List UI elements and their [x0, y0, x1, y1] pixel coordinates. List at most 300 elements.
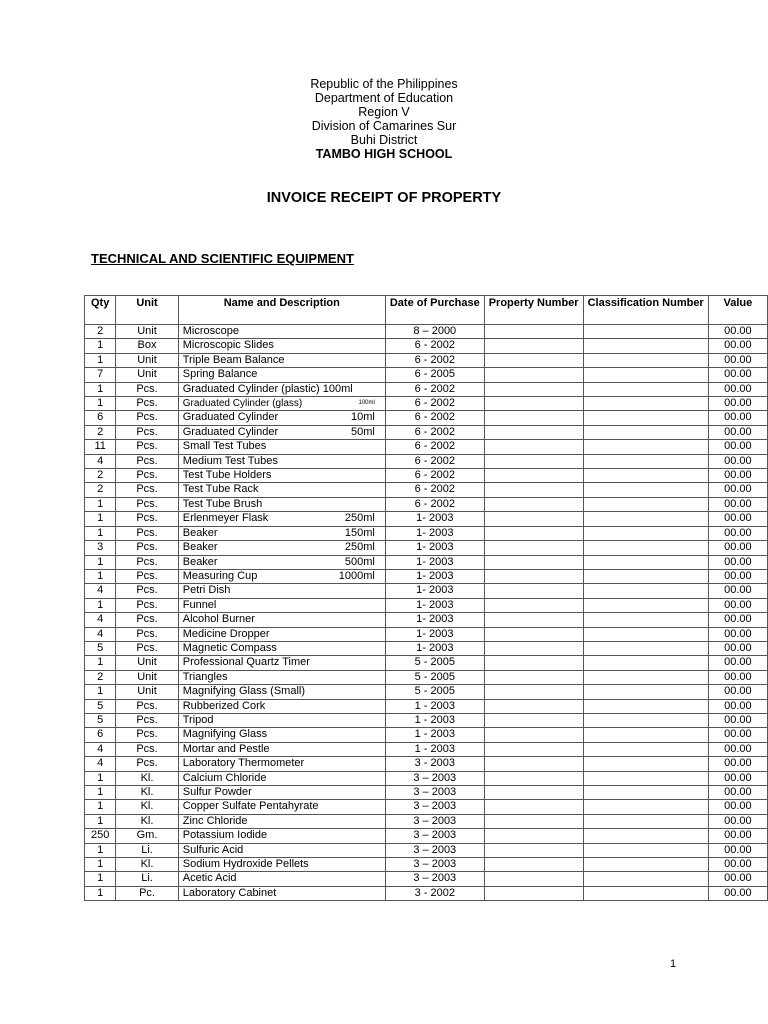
qty-cell: 1: [85, 685, 116, 699]
table-row: [85, 742, 768, 756]
classification-number-cell: [583, 512, 708, 526]
qty-cell: 1: [85, 858, 116, 872]
header-line: Department of Education: [314, 91, 454, 105]
qty-cell: 4: [85, 627, 116, 641]
qty-cell: 2: [85, 425, 116, 439]
item-name: Medium Test Tubes: [182, 454, 278, 467]
property-number-cell: [484, 353, 583, 367]
table-row: [85, 368, 768, 382]
unit-cell: Pcs.: [116, 440, 178, 454]
table-row: [85, 555, 768, 569]
property-number-cell: [484, 368, 583, 382]
unit-cell: Pcs.: [116, 699, 178, 713]
property-number-cell: [484, 397, 583, 411]
property-number-cell: [484, 411, 583, 425]
unit-cell: Kl.: [116, 858, 178, 872]
unit-cell: Unit: [116, 325, 178, 339]
item-size: 10ml: [351, 411, 375, 424]
date-cell: 6 - 2002: [385, 339, 484, 353]
classification-number-cell: [583, 858, 708, 872]
item-name: Alcohol Burner: [182, 613, 255, 626]
classification-number-cell: [583, 497, 708, 511]
classification-number-cell: [583, 656, 708, 670]
name-cell: [178, 454, 385, 468]
table-row: [85, 483, 768, 497]
header-name: Name and Description: [178, 296, 385, 325]
date-cell: 6 - 2002: [385, 454, 484, 468]
date-cell: 5 - 2005: [385, 670, 484, 684]
name-cell: [178, 656, 385, 670]
unit-cell: Pcs.: [116, 728, 178, 742]
date-cell: 1 - 2003: [385, 699, 484, 713]
value-cell: 00.00: [708, 569, 767, 583]
classification-number-cell: [583, 800, 708, 814]
name-cell: [178, 872, 385, 886]
value-cell: 00.00: [708, 886, 767, 900]
qty-cell: 1: [85, 397, 116, 411]
unit-cell: Pcs.: [116, 541, 178, 555]
date-cell: 1- 2003: [385, 613, 484, 627]
school-name: TAMBO HIGH SCHOOL: [315, 147, 453, 161]
qty-cell: 250: [85, 829, 116, 843]
name-cell: [178, 497, 385, 511]
name-cell: [178, 713, 385, 727]
name-cell: [178, 425, 385, 439]
unit-cell: Pcs.: [116, 569, 178, 583]
date-cell: 1- 2003: [385, 541, 484, 555]
name-cell: [178, 483, 385, 497]
classification-number-cell: [583, 598, 708, 612]
date-cell: 6 - 2002: [385, 497, 484, 511]
item-size: 500ml: [344, 555, 375, 568]
item-name: Potassium Iodide: [182, 829, 268, 842]
unit-cell: Pcs.: [116, 627, 178, 641]
classification-number-cell: [583, 786, 708, 800]
classification-number-cell: [583, 440, 708, 454]
date-cell: 3 – 2003: [385, 843, 484, 857]
item-name: Professional Quartz Timer: [182, 656, 310, 669]
value-cell: 00.00: [708, 786, 767, 800]
table-row: [85, 814, 768, 828]
item-name: Sulfur Powder: [182, 786, 252, 798]
table-row: [85, 685, 768, 699]
section-title: TECHNICAL AND SCIENTIFIC EQUIPMENT: [91, 251, 354, 266]
item-name: Beaker: [182, 541, 218, 554]
header-line: Division of Camarines Sur: [311, 119, 457, 133]
item-name: Spring Balance: [182, 368, 258, 381]
property-number-cell: [484, 670, 583, 684]
unit-cell: Pcs.: [116, 411, 178, 425]
unit-cell: Pcs.: [116, 483, 178, 497]
unit-cell: Li.: [116, 843, 178, 857]
date-cell: 3 – 2003: [385, 829, 484, 843]
qty-cell: 1: [85, 886, 116, 900]
name-cell: [178, 814, 385, 828]
table-row: [85, 699, 768, 713]
item-name: Sodium Hydroxide Pellets: [182, 858, 309, 871]
name-cell: [178, 728, 385, 742]
name-cell: [178, 742, 385, 756]
property-number-cell: [484, 555, 583, 569]
value-cell: 00.00: [708, 598, 767, 612]
classification-number-cell: [583, 425, 708, 439]
value-cell: 00.00: [708, 454, 767, 468]
qty-cell: 6: [85, 728, 116, 742]
value-cell: 00.00: [708, 483, 767, 497]
value-cell: 00.00: [708, 526, 767, 540]
property-number-cell: [484, 685, 583, 699]
item-size: 50ml: [351, 425, 375, 438]
value-cell: 00.00: [708, 670, 767, 684]
property-number-cell: [484, 325, 583, 339]
property-number-cell: [484, 656, 583, 670]
value-cell: 00.00: [708, 325, 767, 339]
value-cell: 00.00: [708, 368, 767, 382]
item-name: Copper Sulfate Pentahyrate: [182, 800, 319, 813]
item-name: Magnetic Compass: [182, 641, 277, 654]
classification-number-cell: [583, 670, 708, 684]
unit-cell: Pcs.: [116, 382, 178, 396]
date-cell: 5 - 2005: [385, 656, 484, 670]
unit-cell: Pcs.: [116, 713, 178, 727]
date-cell: 3 – 2003: [385, 800, 484, 814]
classification-number-cell: [583, 526, 708, 540]
unit-cell: Pcs.: [116, 512, 178, 526]
classification-number-cell: [583, 469, 708, 483]
date-cell: 3 – 2003: [385, 872, 484, 886]
name-cell: [178, 440, 385, 454]
property-number-cell: [484, 613, 583, 627]
property-number-cell: [484, 786, 583, 800]
item-name: Triple Beam Balance: [182, 353, 285, 366]
table-row: [85, 584, 768, 598]
property-number-cell: [484, 641, 583, 655]
value-cell: 00.00: [708, 843, 767, 857]
qty-cell: 1: [85, 555, 116, 569]
date-cell: 6 - 2002: [385, 353, 484, 367]
name-cell: [178, 584, 385, 598]
page-number: 1: [670, 958, 677, 970]
qty-cell: 2: [85, 483, 116, 497]
unit-cell: Li.: [116, 872, 178, 886]
header-line: Buhi District: [350, 133, 418, 147]
date-cell: 6 - 2002: [385, 411, 484, 425]
qty-cell: 2: [85, 325, 116, 339]
classification-number-cell: [583, 829, 708, 843]
property-number-cell: [484, 829, 583, 843]
table-row: [85, 829, 768, 843]
value-cell: 00.00: [708, 627, 767, 641]
table-row: [85, 656, 768, 670]
unit-cell: Pcs.: [116, 497, 178, 511]
qty-cell: 4: [85, 454, 116, 468]
property-number-cell: [484, 425, 583, 439]
table-row: [85, 569, 768, 583]
value-cell: 00.00: [708, 858, 767, 872]
unit-cell: Pcs.: [116, 555, 178, 569]
property-number-cell: [484, 598, 583, 612]
qty-cell: 1: [85, 526, 116, 540]
qty-cell: 5: [85, 713, 116, 727]
value-cell: 00.00: [708, 512, 767, 526]
date-cell: 6 - 2002: [385, 382, 484, 396]
document-header: [0, 77, 768, 161]
name-cell: [178, 339, 385, 353]
qty-cell: 1: [85, 569, 116, 583]
item-name: Sulfuric Acid: [182, 843, 244, 856]
date-cell: 5 - 2005: [385, 685, 484, 699]
table-row: [85, 598, 768, 612]
item-name: Zinc Chloride: [182, 814, 248, 827]
unit-cell: Pcs.: [116, 613, 178, 627]
date-cell: 3 - 2002: [385, 886, 484, 900]
qty-cell: 1: [85, 497, 116, 511]
classification-number-cell: [583, 339, 708, 353]
item-size: 100ml: [358, 400, 375, 407]
unit-cell: Pcs.: [116, 757, 178, 771]
table-row: [85, 800, 768, 814]
item-name: Measuring Cup: [182, 569, 258, 582]
property-number-cell: [484, 742, 583, 756]
property-number-cell: [484, 771, 583, 785]
date-cell: 1- 2003: [385, 627, 484, 641]
item-name: Magnifying Glass: [182, 728, 268, 741]
property-number-cell: [484, 483, 583, 497]
qty-cell: 1: [85, 843, 116, 857]
qty-cell: 1: [85, 800, 116, 814]
header-classification-number: Classification Number: [583, 296, 708, 325]
date-cell: 1 - 2003: [385, 742, 484, 756]
date-cell: 6 - 2002: [385, 469, 484, 483]
item-name: Calcium Chloride: [182, 771, 267, 784]
name-cell: [178, 541, 385, 555]
classification-number-cell: [583, 713, 708, 727]
table-row: [85, 339, 768, 353]
item-name: Tripod: [182, 713, 214, 726]
name-cell: [178, 641, 385, 655]
value-cell: 00.00: [708, 872, 767, 886]
property-number-cell: [484, 569, 583, 583]
item-name: Microscope: [182, 325, 239, 337]
item-name: Petri Dish: [182, 584, 231, 597]
property-number-cell: [484, 886, 583, 900]
property-number-cell: [484, 757, 583, 771]
name-cell: [178, 353, 385, 367]
item-name: Graduated Cylinder: [182, 411, 279, 424]
date-cell: 3 – 2003: [385, 786, 484, 800]
item-name: Mortar and Pestle: [182, 742, 270, 755]
name-cell: [178, 397, 385, 411]
date-cell: 1- 2003: [385, 598, 484, 612]
value-cell: 00.00: [708, 757, 767, 771]
property-number-cell: [484, 382, 583, 396]
item-name: Triangles: [182, 670, 228, 683]
qty-cell: 5: [85, 641, 116, 655]
table-row: [85, 497, 768, 511]
value-cell: 00.00: [708, 353, 767, 367]
name-cell: [178, 368, 385, 382]
date-cell: 6 - 2002: [385, 440, 484, 454]
qty-cell: 7: [85, 368, 116, 382]
qty-cell: 4: [85, 613, 116, 627]
item-name: Acetic Acid: [182, 872, 237, 885]
name-cell: [178, 512, 385, 526]
name-cell: [178, 613, 385, 627]
classification-number-cell: [583, 627, 708, 641]
name-cell: [178, 382, 385, 396]
table-header-row: [85, 296, 768, 325]
table-row: [85, 641, 768, 655]
value-cell: 00.00: [708, 555, 767, 569]
value-cell: 00.00: [708, 397, 767, 411]
classification-number-cell: [583, 699, 708, 713]
qty-cell: 11: [85, 440, 116, 454]
item-size: 250ml: [344, 541, 375, 554]
value-cell: 00.00: [708, 469, 767, 483]
classification-number-cell: [583, 353, 708, 367]
date-cell: 6 - 2002: [385, 425, 484, 439]
property-number-cell: [484, 728, 583, 742]
table-row: [85, 353, 768, 367]
unit-cell: Pcs.: [116, 598, 178, 612]
value-cell: 00.00: [708, 584, 767, 598]
property-number-cell: [484, 713, 583, 727]
date-cell: 3 – 2003: [385, 814, 484, 828]
item-name: Beaker: [182, 526, 218, 539]
unit-cell: Pcs.: [116, 425, 178, 439]
item-size: 250ml: [344, 512, 375, 525]
classification-number-cell: [583, 613, 708, 627]
inventory-table: [84, 295, 768, 901]
header-date: Date of Purchase: [385, 296, 484, 325]
item-name: Graduated Cylinder: [182, 425, 279, 438]
value-cell: 00.00: [708, 411, 767, 425]
value-cell: 00.00: [708, 613, 767, 627]
table-row: [85, 843, 768, 857]
item-name: Magnifying Glass (Small): [182, 685, 305, 698]
unit-cell: Pcs.: [116, 742, 178, 756]
qty-cell: 1: [85, 353, 116, 367]
unit-cell: Pcs.: [116, 469, 178, 483]
header-line: Region V: [358, 105, 410, 119]
name-cell: [178, 757, 385, 771]
unit-cell: Pcs.: [116, 526, 178, 540]
item-name: Small Test Tubes: [182, 440, 267, 453]
classification-number-cell: [583, 584, 708, 598]
classification-number-cell: [583, 325, 708, 339]
name-cell: [178, 469, 385, 483]
name-cell: [178, 555, 385, 569]
date-cell: 3 – 2003: [385, 858, 484, 872]
classification-number-cell: [583, 685, 708, 699]
unit-cell: Pcs.: [116, 454, 178, 468]
header-line: Republic of the Philippines: [310, 77, 458, 91]
item-name: Test Tube Holders: [182, 469, 272, 482]
table-row: [85, 757, 768, 771]
item-name: Laboratory Thermometer: [182, 757, 305, 770]
unit-cell: Pc.: [116, 886, 178, 900]
value-cell: 00.00: [708, 440, 767, 454]
unit-cell: Pcs.: [116, 641, 178, 655]
table-row: [85, 411, 768, 425]
qty-cell: 4: [85, 742, 116, 756]
classification-number-cell: [583, 641, 708, 655]
property-number-cell: [484, 814, 583, 828]
item-name: Erlenmeyer Flask: [182, 512, 269, 525]
name-cell: [178, 627, 385, 641]
value-cell: 00.00: [708, 656, 767, 670]
property-number-cell: [484, 843, 583, 857]
table-row: [85, 627, 768, 641]
name-cell: [178, 858, 385, 872]
value-cell: 00.00: [708, 641, 767, 655]
classification-number-cell: [583, 454, 708, 468]
date-cell: 1- 2003: [385, 512, 484, 526]
table-row: [85, 325, 768, 339]
value-cell: 00.00: [708, 742, 767, 756]
date-cell: 1- 2003: [385, 641, 484, 655]
value-cell: 00.00: [708, 339, 767, 353]
property-number-cell: [484, 440, 583, 454]
classification-number-cell: [583, 771, 708, 785]
unit-cell: Unit: [116, 353, 178, 367]
value-cell: 00.00: [708, 829, 767, 843]
table-row: [85, 469, 768, 483]
name-cell: [178, 786, 385, 800]
unit-cell: Kl.: [116, 800, 178, 814]
unit-cell: Kl.: [116, 771, 178, 785]
document-title: INVOICE RECEIPT OF PROPERTY: [266, 190, 502, 206]
classification-number-cell: [583, 382, 708, 396]
unit-cell: Kl.: [116, 814, 178, 828]
header-value: Value: [708, 296, 767, 325]
table-row: [85, 397, 768, 411]
unit-cell: Gm.: [116, 829, 178, 843]
date-cell: 1 - 2003: [385, 713, 484, 727]
table-row: [85, 526, 768, 540]
qty-cell: 1: [85, 872, 116, 886]
name-cell: [178, 699, 385, 713]
qty-cell: 1: [85, 339, 116, 353]
value-cell: 00.00: [708, 699, 767, 713]
item-size: 1000ml: [338, 569, 375, 582]
classification-number-cell: [583, 843, 708, 857]
item-size: 150ml: [344, 526, 375, 539]
table-row: [85, 454, 768, 468]
date-cell: 3 – 2003: [385, 771, 484, 785]
unit-cell: Unit: [116, 670, 178, 684]
name-cell: [178, 829, 385, 843]
classification-number-cell: [583, 368, 708, 382]
classification-number-cell: [583, 757, 708, 771]
property-number-cell: [484, 800, 583, 814]
qty-cell: 3: [85, 541, 116, 555]
item-name: Rubberized Cork: [182, 699, 266, 712]
qty-cell: 1: [85, 656, 116, 670]
header-unit: Unit: [116, 296, 178, 325]
qty-cell: 2: [85, 469, 116, 483]
unit-cell: Unit: [116, 656, 178, 670]
classification-number-cell: [583, 569, 708, 583]
classification-number-cell: [583, 742, 708, 756]
table-row: [85, 440, 768, 454]
value-cell: 00.00: [708, 814, 767, 828]
date-cell: 1- 2003: [385, 584, 484, 598]
table-row: [85, 872, 768, 886]
unit-cell: Pcs.: [116, 584, 178, 598]
table-row: [85, 858, 768, 872]
property-number-cell: [484, 512, 583, 526]
